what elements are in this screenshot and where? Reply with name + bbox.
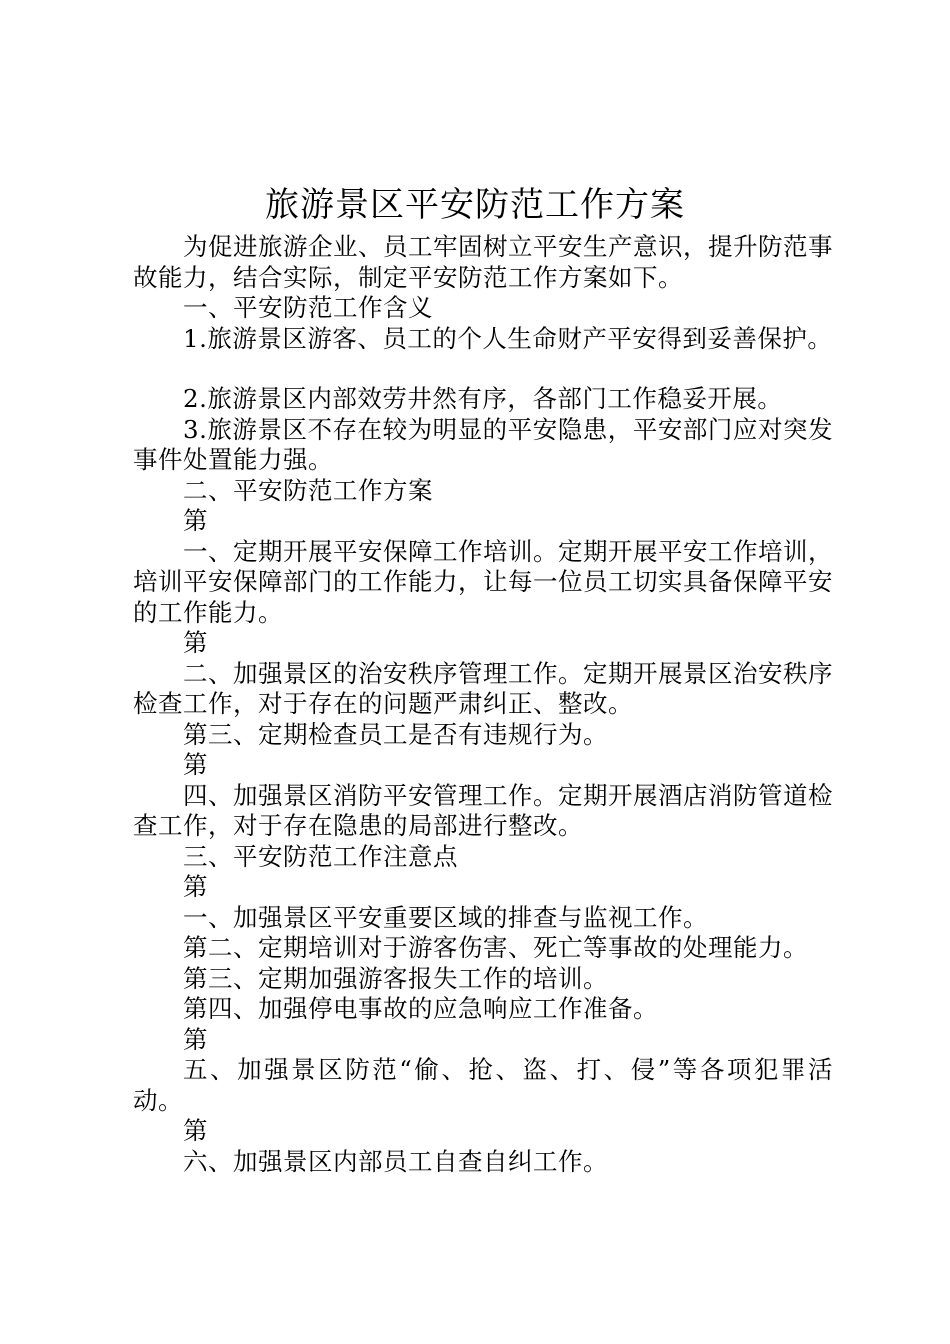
note-item-5: 五、加强景区防范“偷、抢、盗、打、侵”等各项犯罪活动。 (133, 1055, 833, 1115)
list-item-3: 3.旅游景区不存在较为明显的平安隐患，平安部门应对突发事件处置能力强。 (133, 414, 833, 474)
list-item-1: 1.旅游景区游客、员工的个人生命财产平安得到妥善保护。 (183, 323, 833, 353)
plan-item-1: 一、定期开展平安保障工作培训。定期开展平安工作培训，培训平安保障部门的工作能力，让每一位员工切实具备保障平安的工作能力。 (133, 536, 833, 627)
note-item-3: 第三、定期加强游客报失工作的培训。 (183, 963, 608, 993)
note-item-1: 一、加强景区平安重要区域的排查与监视工作。 (183, 902, 708, 932)
section-heading-3: 三、平安防范工作注意点 (183, 841, 458, 871)
ordinal-prefix: 第 (183, 1116, 208, 1145)
intro-paragraph: 为促进旅游企业、员工牢固树立平安生产意识，提升防范事故能力，结合实际，制定平安防范工作方案如下。 (133, 232, 833, 292)
document-body (133, 232, 833, 1177)
note-item-2: 第二、定期培训对于游客伤害、死亡等事故的处理能力。 (183, 933, 808, 962)
note-item-6: 六、加强景区内部员工自查自纠工作。 (183, 1146, 608, 1176)
ordinal-prefix: 第 (183, 1024, 208, 1054)
note-item-4: 第四、加强停电事故的应急响应工作准备。 (183, 994, 658, 1023)
document-title: 旅游景区平安防范工作方案 (265, 185, 685, 225)
list-item-2: 2.旅游景区内部效劳井然有序，各部门工作稳妥开展。 (183, 384, 783, 413)
plan-item-3: 第三、定期检查员工是否有违规行为。 (183, 719, 608, 749)
section-heading-1: 一、平安防范工作含义 (183, 293, 433, 322)
ordinal-prefix: 第 (183, 506, 208, 535)
ordinal-prefix: 第 (183, 872, 208, 901)
plan-item-2: 二、加强景区的治安秩序管理工作。定期开展景区治安秩序检查工作，对于存在的问题严肃纠正、整改。 (133, 658, 833, 718)
section-heading-2: 二、平安防范工作方案 (183, 475, 433, 505)
plan-item-4: 四、加强景区消防平安管理工作。定期开展酒店消防管道检查工作，对于存在隐患的局部进行整改。 (133, 780, 833, 840)
ordinal-prefix: 第 (183, 628, 208, 657)
blank-line (133, 354, 833, 384)
ordinal-prefix: 第 (183, 750, 208, 779)
